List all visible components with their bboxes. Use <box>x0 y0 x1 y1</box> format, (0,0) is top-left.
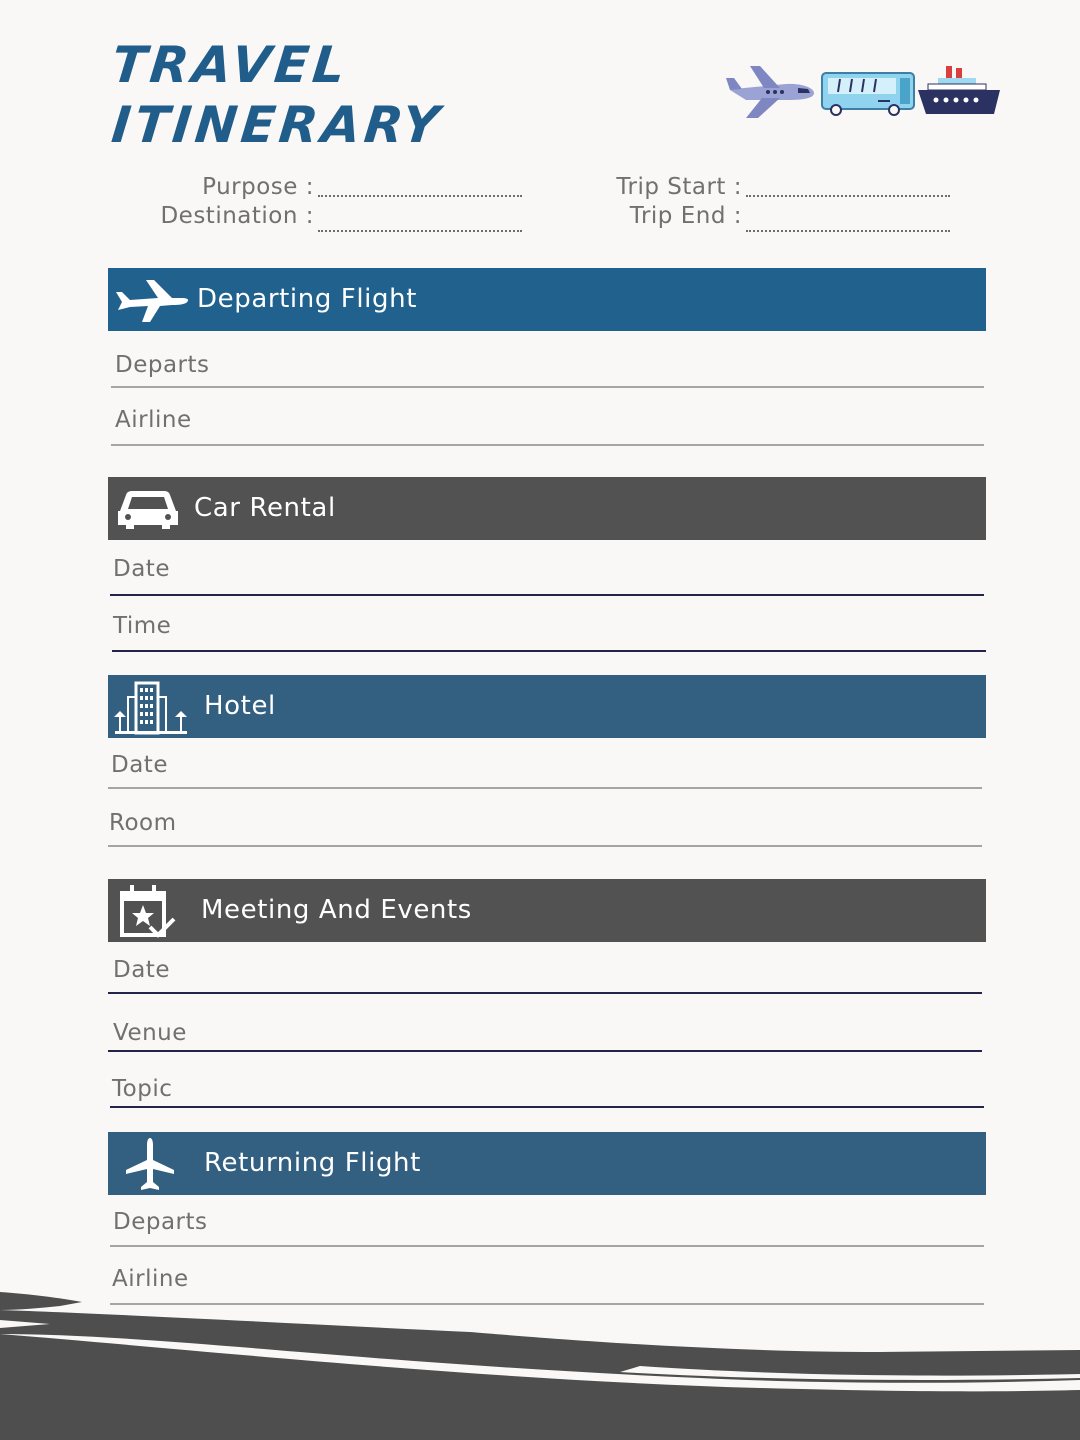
destination-label: Destination : <box>160 203 314 229</box>
returning-airline-label: Airline <box>112 1266 189 1292</box>
car-rental-header <box>108 477 986 540</box>
car-rental-title: Car Rental <box>194 493 336 523</box>
title-line-2: ITINERARY <box>108 96 446 154</box>
departing-flight-header <box>108 268 986 331</box>
hotel-room-label: Room <box>109 810 177 836</box>
airplane-takeoff-icon <box>112 272 192 328</box>
returning-flight-header <box>108 1132 986 1195</box>
returning-departs-label: Departs <box>113 1209 208 1235</box>
departing-airline-line[interactable] <box>111 444 984 446</box>
hotel-date-label: Date <box>111 752 168 778</box>
meeting-topic-label: Topic <box>112 1076 173 1102</box>
purpose-label: Purpose : <box>202 174 314 200</box>
meeting-venue-label: Venue <box>113 1020 187 1046</box>
destination-fill-line[interactable] <box>318 230 522 232</box>
hotel-date-line[interactable] <box>108 787 982 789</box>
meeting-events-header <box>108 879 986 942</box>
trip-start-fill-line[interactable] <box>746 195 950 197</box>
car-time-line[interactable] <box>112 650 986 652</box>
departing-departs-line[interactable] <box>111 386 984 388</box>
calendar-star-icon <box>112 883 192 939</box>
hotel-building-icon <box>112 679 192 735</box>
title-line-1: TRAVEL <box>108 36 352 94</box>
airplane-icon <box>112 1136 192 1192</box>
departing-flight-title: Departing Flight <box>197 284 417 314</box>
ship-illustration-icon <box>916 62 1002 118</box>
car-icon <box>112 481 192 537</box>
meeting-date-label: Date <box>113 957 170 983</box>
meeting-topic-line[interactable] <box>110 1106 984 1108</box>
bus-illustration-icon <box>818 70 918 118</box>
meeting-venue-line[interactable] <box>108 1050 982 1052</box>
returning-departs-line[interactable] <box>110 1245 984 1247</box>
meeting-events-title: Meeting And Events <box>201 895 472 925</box>
hotel-title: Hotel <box>204 691 276 721</box>
bottom-brush-stroke-decoration <box>0 1280 1080 1440</box>
departing-departs-label: Departs <box>115 352 210 378</box>
car-time-label: Time <box>113 613 172 639</box>
trip-end-fill-line[interactable] <box>746 230 950 232</box>
purpose-fill-line[interactable] <box>318 195 522 197</box>
trip-end-label: Trip End : <box>629 203 742 229</box>
car-date-line[interactable] <box>110 594 984 596</box>
plane-illustration-icon <box>724 60 818 122</box>
departing-airline-label: Airline <box>115 407 192 433</box>
hotel-header <box>108 675 986 738</box>
returning-flight-title: Returning Flight <box>204 1148 421 1178</box>
meeting-date-line[interactable] <box>108 992 982 994</box>
hotel-room-line[interactable] <box>108 845 982 847</box>
trip-start-label: Trip Start : <box>616 174 742 200</box>
car-date-label: Date <box>113 556 170 582</box>
